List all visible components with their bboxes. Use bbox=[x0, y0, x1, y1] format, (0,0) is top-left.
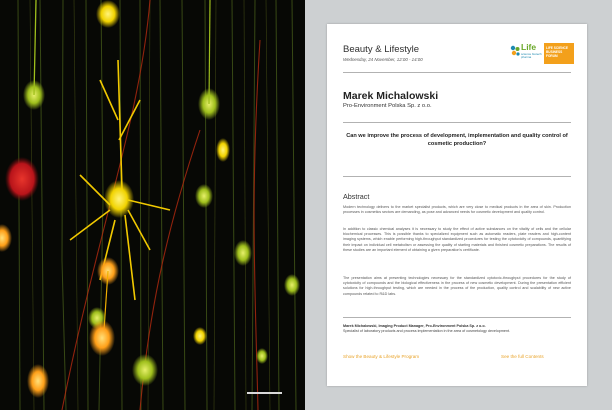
bio-name-line: Marek Michalowski, Imaging Product Manager, Pro-Environment Polska Sp. z o.o. bbox=[343, 324, 486, 328]
abstract-paragraph: Modern technology delivers to the market specialist products, which are very close to medical products in the area of skin. Production processes in cosmetics sectors are demanding, as pose and advanced needs for cosmetic development and quality control. bbox=[343, 205, 571, 215]
document-page bbox=[327, 24, 587, 386]
abstract-paragraph: The presentation aims at presenting technologies necessary for the standardized cytotoxic-throughput procedures for the study of cytotoxicity of compounds and the biological effectiveness in the process of new cosmetic development. During the presentation efficient solutions for high-throughput testing, which are needed in the process of the production, quality control and scalability of new active compounds related to R&D labs. bbox=[343, 276, 571, 296]
program-link[interactable]: Show the Beauty & Lifestyle Program bbox=[343, 354, 420, 359]
contents-link[interactable]: See the full Contents bbox=[501, 354, 544, 359]
speaker-divider bbox=[343, 122, 571, 123]
bio-text: Specialist of laboratory products and process implementation in the area of cosmetology development. bbox=[343, 329, 511, 334]
scale-bar bbox=[247, 392, 282, 394]
neuron-micrograph-image bbox=[0, 0, 305, 410]
micrograph-canvas bbox=[0, 0, 305, 410]
header-divider bbox=[343, 72, 571, 73]
logo-subtitle: science biotech pharma bbox=[521, 52, 542, 60]
session-date-time: Wednesday, 24 November, 12:00 - 14:00 bbox=[343, 57, 423, 62]
abstract-paragraph: In addition to classic chemical analyses it is necessary to study the effect of active substances on the vitality of cells and the cellular biochemical processes. This is possible thanks to specialized equipment such as automatic readers, plate readers and high-content imaging systems, which enable performing high-throughput standardized procedures for testing the cytotoxicity of compounds, quantifying their impact on individual cell metabolism or assessing the quality of starting materials and finished cosmetic preparations. The results of these studies are an important element of obtaining a given preparation's certificate. bbox=[343, 227, 571, 252]
title-divider bbox=[343, 176, 571, 177]
abstract-heading: Abstract bbox=[343, 192, 370, 201]
leaf-icon bbox=[509, 44, 521, 58]
section-title: Beauty & Lifestyle bbox=[343, 44, 420, 55]
forum-logo: LIFE SCIENCE BUSINESS FORUM bbox=[544, 43, 574, 64]
speaker-bio bbox=[343, 324, 571, 334]
speaker-company: Pro-Environment Polska Sp. z o.o. bbox=[343, 103, 432, 109]
talk-title: Can we improve the process of development, implementation and quality control of cosmetic production? bbox=[346, 133, 568, 148]
bio-divider bbox=[343, 317, 571, 318]
logo-word: Life bbox=[521, 42, 537, 52]
speaker-name: Marek Michalowski bbox=[343, 90, 439, 102]
